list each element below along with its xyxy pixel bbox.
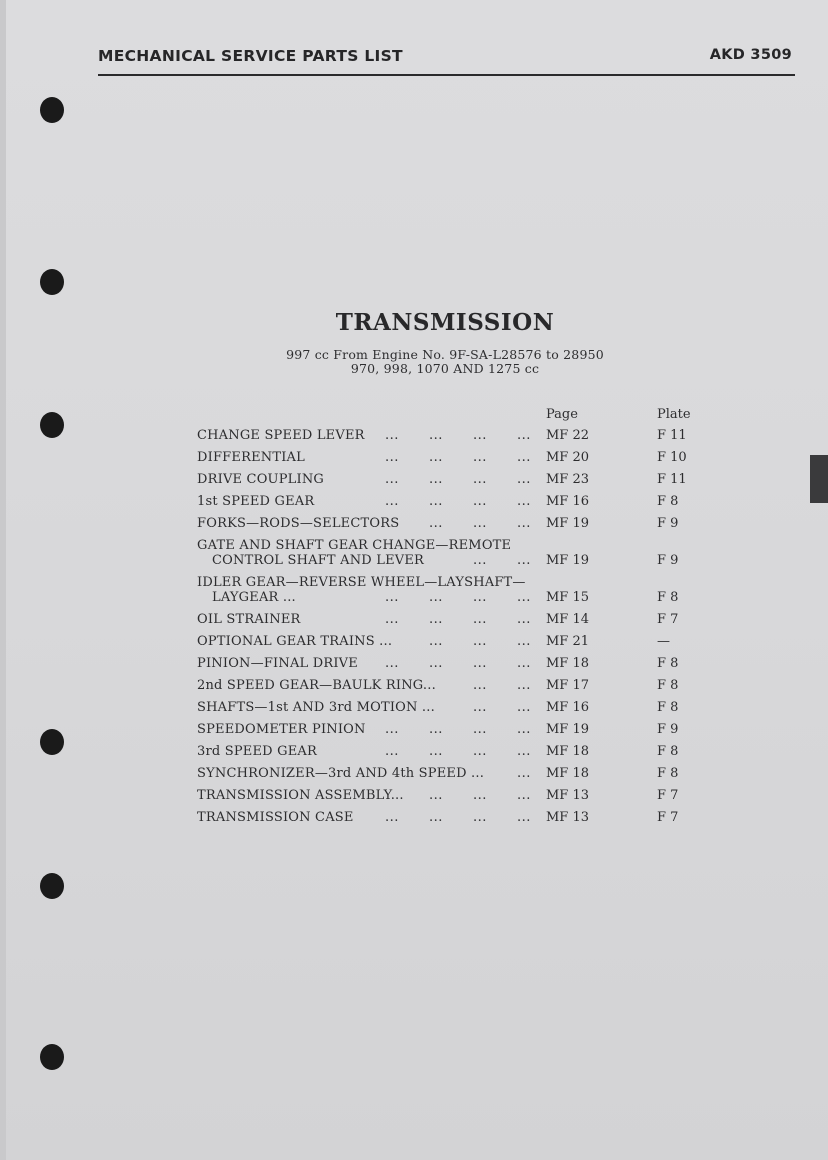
item-page-ref: MF 16 bbox=[546, 700, 590, 715]
leader-dots: ... bbox=[517, 634, 531, 649]
leader-dots: ... bbox=[517, 553, 531, 568]
item-plate-ref: F 11 bbox=[657, 472, 687, 487]
punch-hole bbox=[40, 269, 64, 295]
item-page-ref: MF 17 bbox=[546, 678, 590, 693]
index-tab-marker bbox=[810, 455, 828, 503]
leader-dots: ... bbox=[473, 590, 487, 605]
list-item bbox=[197, 808, 717, 830]
item-description: 3rd SPEED GEAR bbox=[197, 744, 317, 759]
item-description-continued: CONTROL SHAFT AND LEVER bbox=[212, 553, 425, 568]
leader-dots: ... bbox=[429, 472, 443, 487]
leader-dots: ... bbox=[429, 516, 443, 531]
item-page-ref: MF 18 bbox=[546, 766, 590, 781]
item-page-ref: MF 19 bbox=[546, 553, 590, 568]
list-item bbox=[197, 676, 717, 698]
leader-dots: ... bbox=[517, 766, 531, 781]
item-description: PINION—FINAL DRIVE bbox=[197, 656, 358, 671]
item-description: SYNCHRONIZER—3rd AND 4th SPEED ... bbox=[197, 766, 485, 781]
leader-dots: ... bbox=[517, 656, 531, 671]
item-plate-ref: F 10 bbox=[657, 450, 687, 465]
leader-dots: ... bbox=[429, 744, 443, 759]
leader-dots: ... bbox=[473, 553, 487, 568]
list-item bbox=[197, 654, 717, 676]
item-page-ref: MF 16 bbox=[546, 494, 590, 509]
leader-dots: ... bbox=[473, 810, 487, 825]
leader-dots: ... bbox=[385, 472, 399, 487]
leader-dots: ... bbox=[473, 450, 487, 465]
item-page-ref: MF 13 bbox=[546, 788, 590, 803]
item-page-ref: MF 14 bbox=[546, 612, 590, 627]
list-item bbox=[197, 448, 717, 470]
header-rule bbox=[98, 74, 795, 76]
leader-dots: ... bbox=[517, 450, 531, 465]
leader-dots: ... bbox=[517, 678, 531, 693]
list-item bbox=[197, 698, 717, 720]
item-plate-ref: F 8 bbox=[657, 744, 679, 759]
leader-dots: ... bbox=[517, 810, 531, 825]
column-header-page: Page bbox=[546, 407, 578, 422]
item-description: DRIVE COUPLING bbox=[197, 472, 324, 487]
leader-dots: ... bbox=[517, 516, 531, 531]
leader-dots: ... bbox=[385, 450, 399, 465]
list-item bbox=[197, 492, 717, 514]
list-item bbox=[197, 720, 717, 742]
leader-dots: ... bbox=[429, 722, 443, 737]
item-description: OPTIONAL GEAR TRAINS ... bbox=[197, 634, 393, 649]
list-item bbox=[197, 632, 717, 654]
item-plate-ref: F 7 bbox=[657, 612, 679, 627]
list-item bbox=[197, 610, 717, 632]
leader-dots: ... bbox=[429, 494, 443, 509]
item-page-ref: MF 18 bbox=[546, 744, 590, 759]
leader-dots: ... bbox=[517, 590, 531, 605]
leader-dots: ... bbox=[517, 788, 531, 803]
header-title: MECHANICAL SERVICE PARTS LIST bbox=[98, 47, 403, 65]
leader-dots: ... bbox=[473, 516, 487, 531]
item-description: TRANSMISSION CASE bbox=[197, 810, 354, 825]
leader-dots: ... bbox=[517, 472, 531, 487]
item-page-ref: MF 19 bbox=[546, 516, 590, 531]
item-plate-ref: F 8 bbox=[657, 494, 679, 509]
section-subtitle-line1: 997 cc From Engine No. 9F-SA-L28576 to 28950 bbox=[286, 347, 604, 362]
item-description: SHAFTS—1st AND 3rd MOTION ... bbox=[197, 700, 435, 715]
section-subtitle-line2: 970, 998, 1070 AND 1275 cc bbox=[350, 361, 540, 376]
leader-dots: ... bbox=[429, 788, 443, 803]
leader-dots: ... bbox=[517, 722, 531, 737]
leader-dots: ... bbox=[473, 700, 487, 715]
leader-dots: ... bbox=[517, 494, 531, 509]
leader-dots: ... bbox=[385, 810, 399, 825]
leader-dots: ... bbox=[385, 494, 399, 509]
list-item bbox=[197, 764, 717, 786]
item-page-ref: MF 22 bbox=[546, 428, 590, 443]
item-plate-ref: F 8 bbox=[657, 678, 679, 693]
item-description: 1st SPEED GEAR bbox=[197, 494, 315, 509]
item-plate-ref: F 11 bbox=[657, 428, 687, 443]
column-header-plate: Plate bbox=[657, 407, 691, 422]
item-plate-ref: — bbox=[657, 634, 670, 649]
punch-hole bbox=[40, 412, 64, 438]
list-item bbox=[197, 536, 717, 573]
list-item bbox=[197, 742, 717, 764]
item-plate-ref: F 8 bbox=[657, 700, 679, 715]
leader-dots: ... bbox=[473, 788, 487, 803]
item-plate-ref: F 7 bbox=[657, 810, 679, 825]
item-page-ref: MF 13 bbox=[546, 810, 590, 825]
document-code: AKD 3509 bbox=[709, 47, 792, 63]
leader-dots: ... bbox=[517, 428, 531, 443]
item-description: CHANGE SPEED LEVER bbox=[197, 428, 365, 443]
item-page-ref: MF 19 bbox=[546, 722, 590, 737]
leader-dots: ... bbox=[473, 634, 487, 649]
leader-dots: ... bbox=[385, 722, 399, 737]
leader-dots: ... bbox=[429, 450, 443, 465]
leader-dots: ... bbox=[517, 700, 531, 715]
item-plate-ref: F 8 bbox=[657, 590, 679, 605]
leader-dots: ... bbox=[473, 494, 487, 509]
item-description-continued: LAYGEAR ... bbox=[212, 590, 296, 605]
item-description: GATE AND SHAFT GEAR CHANGE—REMOTE bbox=[197, 538, 512, 553]
leader-dots: ... bbox=[517, 612, 531, 627]
list-item bbox=[197, 426, 717, 448]
leader-dots: ... bbox=[473, 428, 487, 443]
item-page-ref: MF 20 bbox=[546, 450, 590, 465]
leader-dots: ... bbox=[385, 656, 399, 671]
list-item bbox=[197, 470, 717, 492]
punch-hole bbox=[40, 873, 64, 899]
leader-dots: ... bbox=[517, 744, 531, 759]
item-page-ref: MF 21 bbox=[546, 634, 590, 649]
item-plate-ref: F 7 bbox=[657, 788, 679, 803]
leader-dots: ... bbox=[473, 656, 487, 671]
leader-dots: ... bbox=[385, 590, 399, 605]
leader-dots: ... bbox=[473, 744, 487, 759]
list-item bbox=[197, 514, 717, 536]
item-plate-ref: F 9 bbox=[657, 516, 679, 531]
parts-index-list bbox=[197, 426, 717, 830]
leader-dots: ... bbox=[473, 472, 487, 487]
item-description: SPEEDOMETER PINION bbox=[197, 722, 366, 737]
leader-dots: ... bbox=[429, 656, 443, 671]
item-page-ref: MF 15 bbox=[546, 590, 590, 605]
leader-dots: ... bbox=[385, 428, 399, 443]
item-description: FORKS—RODS—SELECTORS bbox=[197, 516, 400, 531]
item-description: TRANSMISSION ASSEMBLY... bbox=[197, 788, 404, 803]
list-item bbox=[197, 573, 717, 610]
list-item bbox=[197, 786, 717, 808]
leader-dots: ... bbox=[429, 634, 443, 649]
leader-dots: ... bbox=[473, 612, 487, 627]
leader-dots: ... bbox=[429, 810, 443, 825]
leader-dots: ... bbox=[429, 612, 443, 627]
item-plate-ref: F 8 bbox=[657, 656, 679, 671]
punch-hole bbox=[40, 97, 64, 123]
leader-dots: ... bbox=[429, 590, 443, 605]
page-edge bbox=[0, 0, 6, 1160]
item-page-ref: MF 23 bbox=[546, 472, 590, 487]
leader-dots: ... bbox=[473, 722, 487, 737]
item-page-ref: MF 18 bbox=[546, 656, 590, 671]
punch-hole bbox=[40, 1044, 64, 1070]
item-plate-ref: F 9 bbox=[657, 553, 679, 568]
leader-dots: ... bbox=[429, 428, 443, 443]
item-plate-ref: F 8 bbox=[657, 766, 679, 781]
section-title: TRANSMISSION bbox=[335, 309, 555, 336]
item-description: DIFFERENTIAL bbox=[197, 450, 305, 465]
leader-dots: ... bbox=[385, 612, 399, 627]
punch-hole bbox=[40, 729, 64, 755]
item-description: 2nd SPEED GEAR—BAULK RING... bbox=[197, 678, 436, 693]
item-plate-ref: F 9 bbox=[657, 722, 679, 737]
leader-dots: ... bbox=[385, 744, 399, 759]
item-description: OIL STRAINER bbox=[197, 612, 301, 627]
item-description: IDLER GEAR—REVERSE WHEEL—LAYSHAFT— bbox=[197, 575, 526, 590]
leader-dots: ... bbox=[473, 678, 487, 693]
